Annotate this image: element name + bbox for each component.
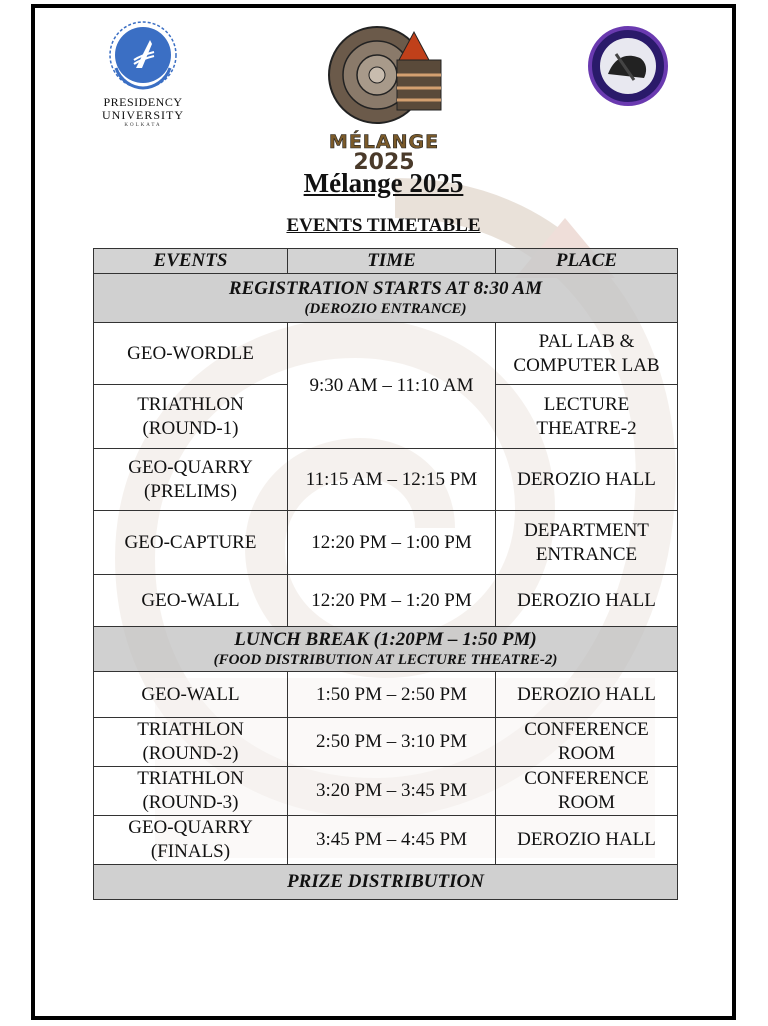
poster-frame [31,4,736,1020]
registration-banner-row [94,274,678,323]
event-cell: GEO-WALL [94,575,288,627]
university-name-line2: UNIVERSITY [102,108,184,122]
melange-brand-year: 2025 [353,150,415,175]
time-cell: 11:15 AM – 12:15 PM [288,449,496,511]
place-cell: DEPARTMENT ENTRANCE [496,511,678,575]
time-cell: 2:50 PM – 3:10 PM [288,718,496,767]
ammonite-icon [319,20,449,130]
event-cell: GEO-QUARRY (FINALS) [94,816,288,865]
column-header-place: PLACE [496,249,678,274]
table-row [94,323,678,385]
event-cell: GEO-QUARRY (PRELIMS) [94,449,288,511]
place-cell: DEROZIO HALL [496,672,678,718]
place-cell: DEROZIO HALL [496,449,678,511]
place-cell: LECTURE THEATRE-2 [496,385,678,449]
food-distribution-text: (FOOD DISTRIBUTION AT LECTURE THEATRE-2) [213,652,558,668]
prize-banner-row [94,865,678,900]
page-title: Mélange 2025 [303,168,464,198]
presidency-university-logo [95,18,191,129]
lunch-break-text: LUNCH BREAK (1:20PM – 1:50 PM) [234,629,537,650]
events-timetable [93,248,678,900]
table-row [94,511,678,575]
table-header-row [94,249,678,274]
table-row [94,816,678,865]
time-cell: 1:50 PM – 2:50 PM [288,672,496,718]
table-row [94,575,678,627]
university-name-line3: KOLKATA [124,123,162,128]
table-row [94,672,678,718]
geological-institute-logo [580,18,676,114]
place-cell: DEROZIO HALL [496,816,678,865]
time-cell: 12:20 PM – 1:00 PM [288,511,496,575]
place-cell: PAL LAB & COMPUTER LAB [496,323,678,385]
time-cell: 9:30 AM – 11:10 AM [288,323,496,449]
event-cell: TRIATHLON (ROUND-3) [94,767,288,816]
event-cell: GEO-WORDLE [94,323,288,385]
place-cell: DEROZIO HALL [496,575,678,627]
melange-brand-text: MÉLANGE [328,131,440,153]
time-cell: 3:45 PM – 4:45 PM [288,816,496,865]
registration-text: REGISTRATION STARTS AT 8:30 AM [228,278,543,299]
university-seal-icon [106,18,180,92]
lunch-banner-row [94,627,678,672]
table-row [94,718,678,767]
prize-distribution-text: PRIZE DISTRIBUTION [94,865,678,900]
column-header-time: TIME [288,249,496,274]
page-subtitle: EVENTS TIMETABLE [286,215,481,236]
university-name-line1: PRESIDENCY [103,95,183,109]
registration-location: (DEROZIO ENTRANCE) [304,301,467,317]
place-cell: CONFERENCE ROOM [496,767,678,816]
event-cell: TRIATHLON (ROUND-1) [94,385,288,449]
event-cell: TRIATHLON (ROUND-2) [94,718,288,767]
melange-logo [319,20,449,175]
time-cell: 3:20 PM – 3:45 PM [288,767,496,816]
time-cell: 12:20 PM – 1:20 PM [288,575,496,627]
place-cell: CONFERENCE ROOM [496,718,678,767]
table-row [94,449,678,511]
table-row [94,767,678,816]
column-header-events: EVENTS [94,249,288,274]
event-cell: GEO-CAPTURE [94,511,288,575]
event-cell: GEO-WALL [94,672,288,718]
